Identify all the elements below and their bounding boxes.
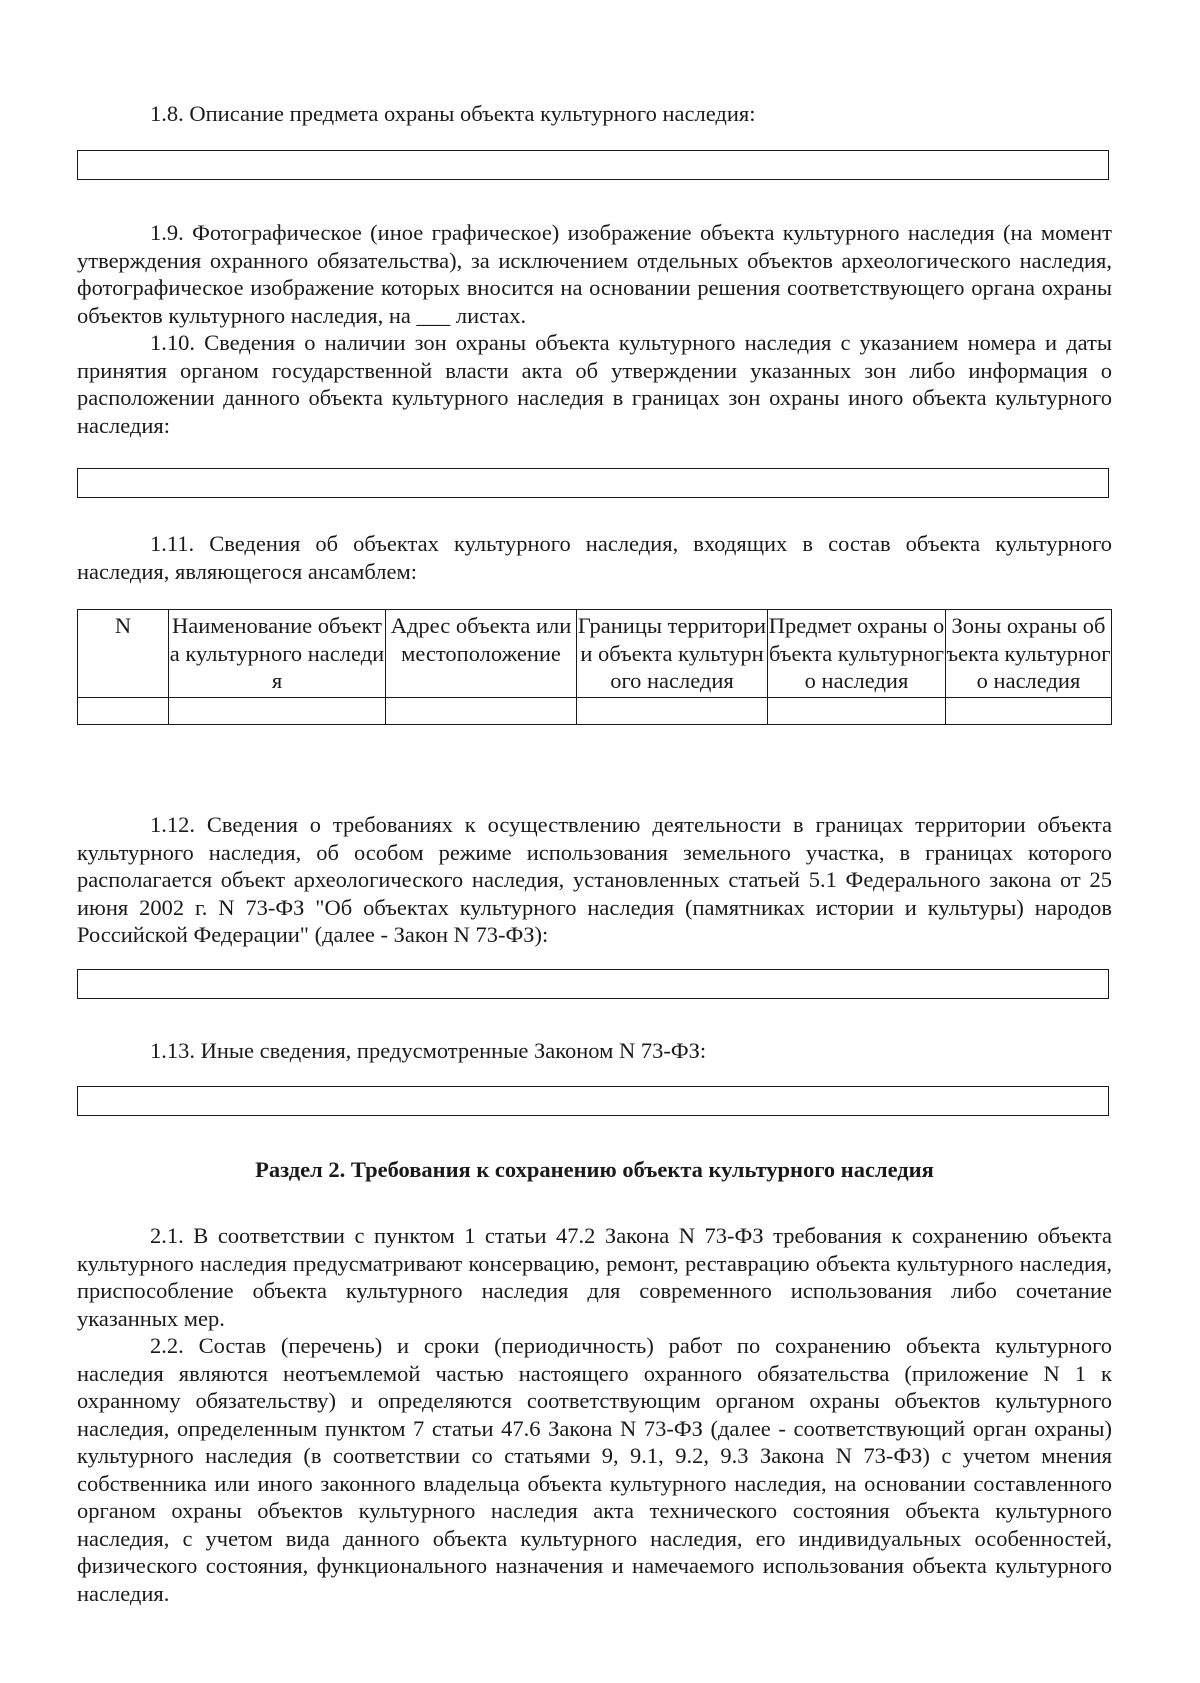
section-1-12-text: 1.12. Сведения о требованиях к осуществлению деятельности в границах территории объекта культурного наследия, об особом режиме использования земельного участка, в границах которого располагается объект археологического наследия, установленных статьей 5.1 Федерального закона от 25 июня 2002 г. N 73-ФЗ "Об объектах культурного наследия (памятниках истории и культуры) народов Российской Федерации" (далее - Закон N 73-ФЗ): — [77, 812, 1112, 947]
table-cell — [386, 697, 577, 724]
col-header-protection-subject: Предмет охраны объекта культурного наследия — [768, 610, 946, 698]
table-header-row — [78, 610, 1112, 698]
ensemble-objects-table — [77, 609, 1112, 725]
section-1-10-text: 1.10. Сведения о наличии зон охраны объекта культурного наследия с указанием номера и даты принятия органом государственной власти акта об утверждении указанных зон либо информация о расположении данного объекта культурного наследия в границах зон охраны иного объекта культурного наследия: — [77, 330, 1112, 438]
section-1-13-input-box — [77, 1086, 1109, 1116]
section-1-8-text: 1.8. Описание предмета охраны объекта культурного наследия: — [150, 101, 756, 126]
section-2-2-text: 2.2. Состав (перечень) и сроки (периодичность) работ по сохранению объекта культурного наследия являются неотъемлемой частью настоящего охранного обязательства (приложение N 1 к охранному обязательству) и определяются соответствующим органом охраны объектов культурного наследия, определенным пунктом 7 статьи 47.6 Закона N 73-ФЗ (далее - соответствующий орган охраны) культурного наследия (в соответствии со статьями 9, 9.1, 9.2, 9.3 Закона N 73-ФЗ) с учетом мнения собственника или иного законного владельца объекта культурного наследия, на основании составленного органом охраны объектов культурного наследия акта технического состояния объекта культурного наследия, с учетом вида данного объекта культурного наследия, его индивидуальных особенностей, физического состояния, функционального назначения и намечаемого использования объекта культурного наследия. — [77, 1333, 1112, 1606]
section-2-heading: Раздел 2. Требования к сохранению объекта культурного наследия — [255, 1157, 934, 1182]
col-header-name: Наименование объекта культурного наследия — [169, 610, 386, 698]
section-2-1-text: 2.1. В соответствии с пунктом 1 статьи 47.2 Закона N 73-ФЗ требования к сохранению объекта культурного наследия предусматривают консервацию, ремонт, реставрацию объекта культурного наследия, приспособление объекта культурного наследия для современного использования либо сочетание указанных мер. — [77, 1223, 1112, 1331]
section-1-10-input-box — [77, 468, 1109, 498]
table-cell — [169, 697, 386, 724]
section-1-13-text: 1.13. Иные сведения, предусмотренные Законом N 73-ФЗ: — [150, 1038, 707, 1063]
table-cell — [78, 697, 169, 724]
col-header-address: Адрес объекта или местоположение — [386, 610, 577, 698]
table-cell — [768, 697, 946, 724]
table-cell — [946, 697, 1112, 724]
section-1-8-input-box — [77, 150, 1109, 180]
table-cell — [577, 697, 768, 724]
col-header-number: N — [78, 610, 169, 698]
table-row — [78, 697, 1112, 724]
col-header-protection-zones: Зоны охраны объекта культурного наследия — [946, 610, 1112, 698]
section-1-12-input-box — [77, 969, 1109, 999]
section-1-11-text: 1.11. Сведения об объектах культурного наследия, входящих в состав объекта культурного наследия, являющегося ансамблем: — [77, 531, 1112, 584]
section-1-9-text: 1.9. Фотографическое (иное графическое) изображение объекта культурного наследия (на момент утверждения охранного обязательства), за исключением отдельных объектов археологического наследия, фотографическое изображение которых вносится на основании решения соответствующего органа охраны объектов культурного наследия, на ___ листах. — [77, 220, 1112, 328]
col-header-territory-boundaries: Границы территории объекта культурного наследия — [577, 610, 768, 698]
